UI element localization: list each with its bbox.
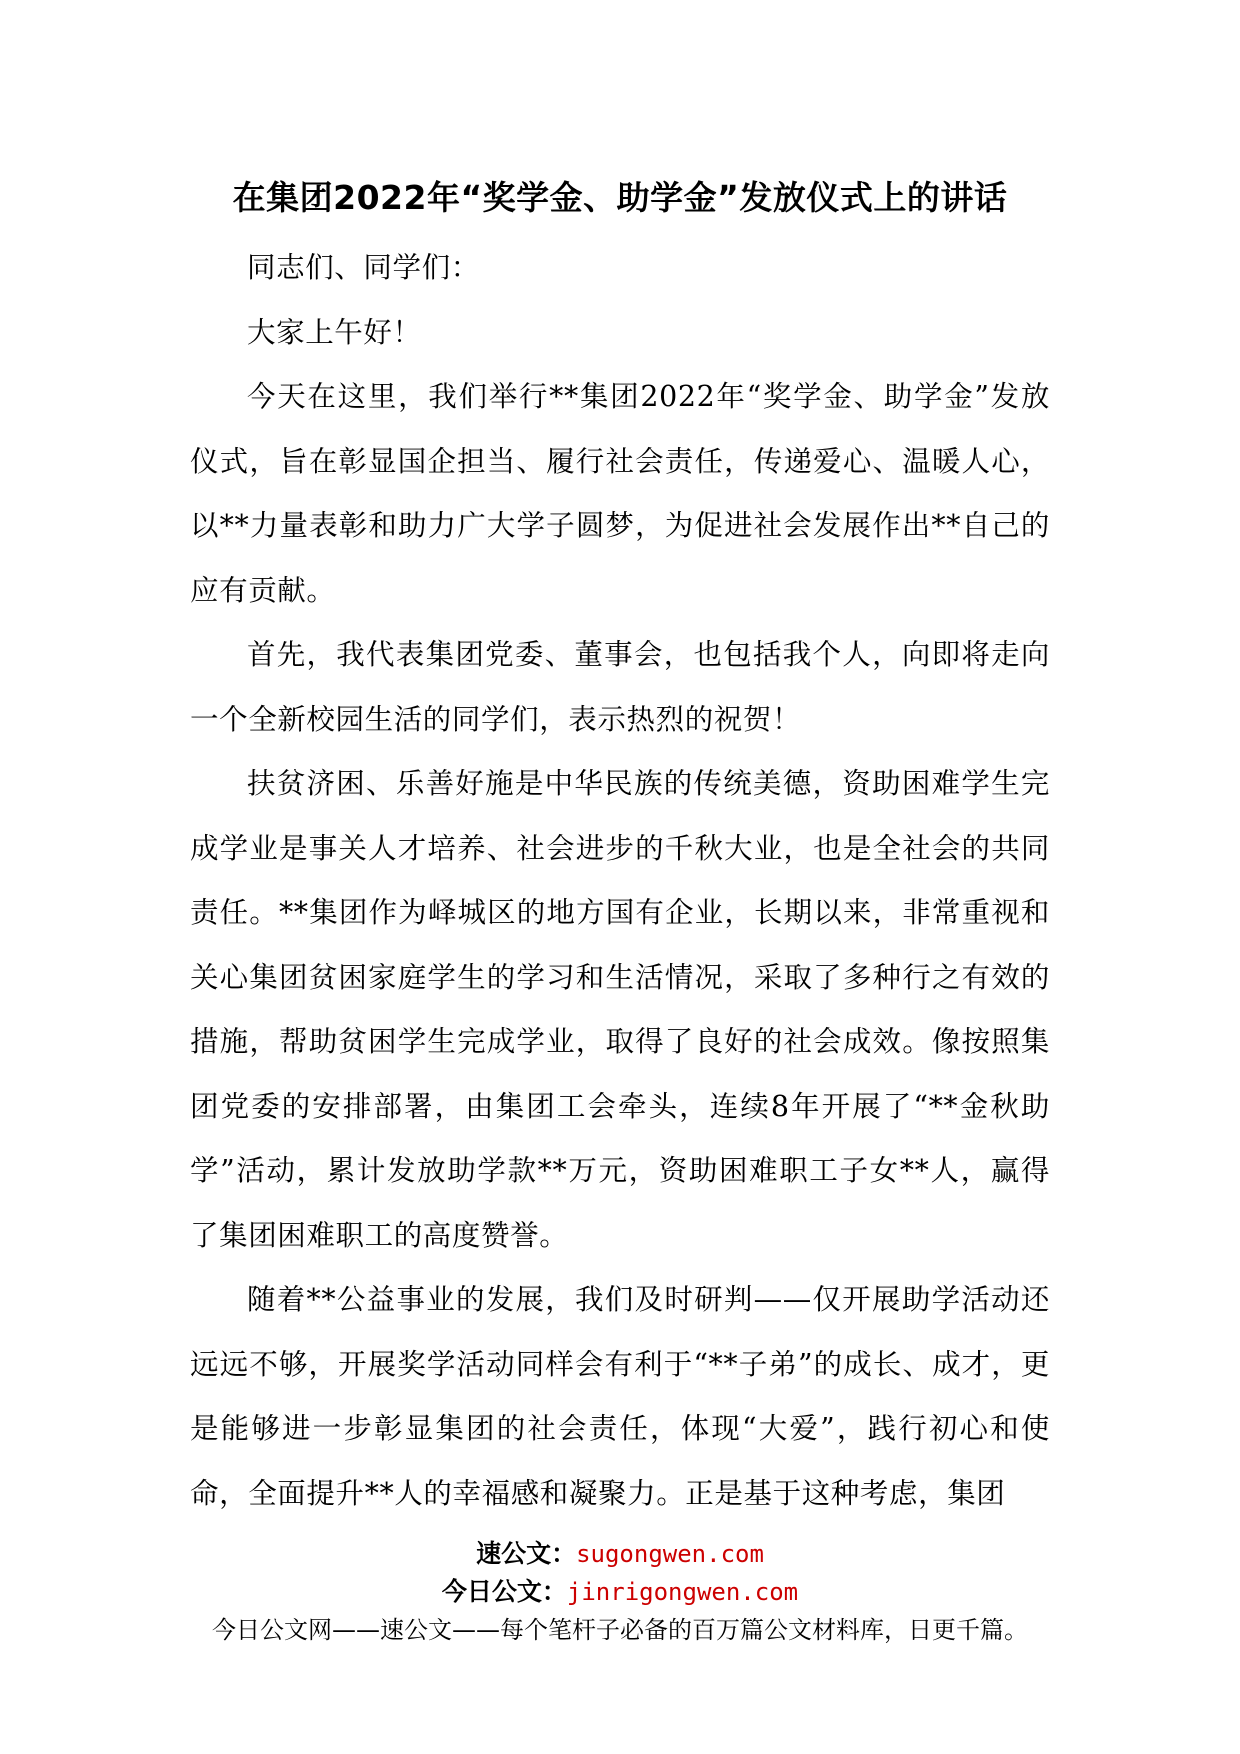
document-title: 在集团2022年“奖学金、助学金”发放仪式上的讲话 <box>232 178 1008 217</box>
salutation-paragraph: 同志们、同学们： <box>247 251 480 284</box>
footer-label-jinrigongwen: 今日公文： <box>441 1577 567 1606</box>
greeting-paragraph: 大家上午好！ <box>247 315 422 349</box>
footer-link-sugongwen[interactable]: sugongwen.com <box>576 1540 764 1568</box>
footer-line-jinrigongwen <box>0 1573 1240 1611</box>
body-paragraph: 扶贫济困、乐善好施是中华民族的传统美德，资助困难学生完成学业是事关人才培养、社会进步的千秋大业，也是全社会的共同责任。**集团作为峄城区的地方国有企业，长期以来，非常重视和关心集团贫困家庭学生的学习和生活情况，采取了多种行之有效的措施，帮助贫困学生完成学业，取得了良好的社会成效。像按照集团党委的安排部署，由集团工会牵头，连续8年开展了“**金秋助学”活动，累计发放助学款**万元，资助困难职工子女**人，赢得了集团困难职工的高度赞誉。 <box>190 767 1050 1252</box>
body-paragraph: 首先，我代表集团党委、董事会，也包括我个人，向即将走向一个全新校园生活的同学们，表示热烈的祝贺！ <box>190 638 1050 736</box>
footer-watermark <box>0 1535 1240 1649</box>
document-body <box>190 236 1050 1526</box>
body-paragraph: 随着**公益事业的发展，我们及时研判——仅开展助学活动还远远不够，开展奖学活动同样会有利于“**子弟”的成长、成才，更是能够进一步彰显集团的社会责任，体现“大爱”，践行初心和使命，全面提升**人的幸福感和凝聚力。正是基于这种考虑，集团 <box>190 1283 1050 1510</box>
footer-link-jinrigongwen[interactable]: jinrigongwen.com <box>566 1578 799 1606</box>
body-paragraph: 今天在这里，我们举行**集团2022年“奖学金、助学金”发放仪式，旨在彰显国企担当、履行社会责任，传递爱心、温暖人心，以**力量表彰和助力广大学子圆梦，为促进社会发展作出**自己的应有贡献。 <box>190 380 1050 607</box>
footer-tagline: 今日公文网——速公文——每个笔杆子必备的百万篇公文材料库，日更千篇。 <box>212 1616 1028 1644</box>
footer-line-sugongwen <box>0 1535 1240 1573</box>
footer-label-sugongwen: 速公文： <box>476 1539 577 1568</box>
